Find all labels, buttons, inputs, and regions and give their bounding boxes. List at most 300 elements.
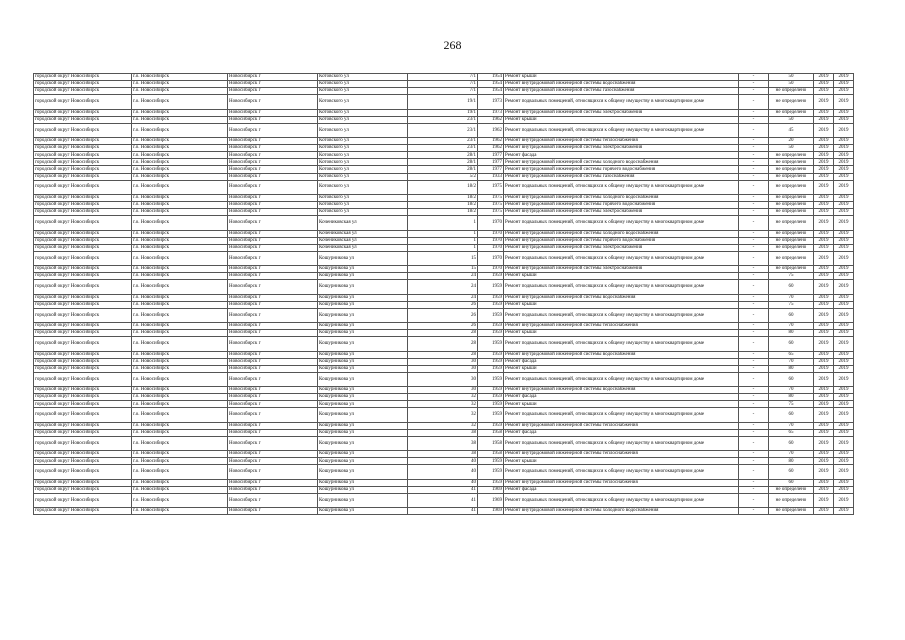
table-row — [34, 180, 854, 194]
cell-house: 40 — [408, 465, 478, 479]
cell-dash: - — [739, 479, 769, 486]
cell-amount: 60 — [769, 436, 814, 450]
cell-work-type: Ремонт внутридомовой инженерной системы горячего водоснабжения — [504, 202, 739, 209]
cell-street: Кошурникова ул — [318, 479, 408, 486]
cell-amount: не определено — [769, 493, 814, 507]
cell-city: Новосибирск г — [228, 351, 318, 358]
cell-year: 1959 — [478, 294, 504, 301]
cell-city: Новосибирск г — [228, 401, 318, 408]
cell-amount: 20 — [769, 138, 814, 145]
cell-street: Кошурникова ул — [318, 394, 408, 401]
cell-house: 38 — [408, 451, 478, 458]
cell-street: Кошурникова ул — [318, 372, 408, 386]
cell-house: 30 — [408, 372, 478, 386]
cell-year-from: 2019 — [814, 337, 834, 351]
cell-amount: 60 — [769, 408, 814, 422]
cell-year-from: 2019 — [814, 372, 834, 386]
cell-city: Новосибирск г — [228, 109, 318, 116]
cell-year: 1973 — [478, 95, 504, 109]
cell-municipality: городской округ Новосибирск — [34, 479, 132, 486]
cell-year-from: 2019 — [814, 365, 834, 372]
cell-city: Новосибирск г — [228, 180, 318, 194]
cell-year: 1970 — [478, 244, 504, 251]
cell-amount: 60 — [769, 465, 814, 479]
cell-district: г.о. Новосибирск — [132, 337, 228, 351]
cell-house: 23/1 — [408, 123, 478, 137]
cell-work-type: Ремонт внутридомовой инженерной системы водоснабжения — [504, 81, 739, 88]
cell-work-type: Ремонт внутридомовой инженерной системы электроснабжения — [504, 244, 739, 251]
cell-year: 1959 — [478, 358, 504, 365]
cell-street: Кошурникова ул — [318, 280, 408, 294]
cell-street: Котовского ул — [318, 159, 408, 166]
cell-work-type: Ремонт внутридомовой инженерной системы газоснабжения — [504, 173, 739, 180]
cell-year-from: 2019 — [814, 152, 834, 159]
cell-year-from: 2019 — [814, 451, 834, 458]
cell-year-from: 2019 — [814, 486, 834, 493]
cell-house: 24 — [408, 294, 478, 301]
cell-dash: - — [739, 237, 769, 244]
cell-year-from: 2019 — [814, 138, 834, 145]
cell-street: Кошурникова ул — [318, 365, 408, 372]
cell-year-from: 2019 — [814, 166, 834, 173]
cell-city: Новосибирск г — [228, 88, 318, 95]
cell-year: 1959 — [478, 465, 504, 479]
cell-work-type: Ремонт подвальных помещений, относящихся к общему имуществу в многоквартирном доме — [504, 372, 739, 386]
cell-year-to: 2019 — [834, 372, 854, 386]
cell-year-from: 2019 — [814, 387, 834, 394]
table-row — [34, 166, 854, 173]
cell-work-type: Ремонт фасада — [504, 394, 739, 401]
cell-district: г.о. Новосибирск — [132, 145, 228, 152]
cell-city: Новосибирск г — [228, 166, 318, 173]
cell-amount: не определено — [769, 159, 814, 166]
cell-house: 32 — [408, 394, 478, 401]
cell-district: г.о. Новосибирск — [132, 273, 228, 280]
cell-dash: - — [739, 323, 769, 330]
cell-year-from: 2019 — [814, 465, 834, 479]
cell-district: г.о. Новосибирск — [132, 308, 228, 322]
table-row — [34, 508, 854, 515]
cell-district: г.о. Новосибирск — [132, 465, 228, 479]
cell-work-type: Ремонт подвальных помещений, относящихся к общему имуществу в многоквартирном доме — [504, 180, 739, 194]
cell-dash: - — [739, 166, 769, 173]
cell-year: 1962 — [478, 116, 504, 123]
cell-amount: 60 — [769, 372, 814, 386]
cell-year-to: 2019 — [834, 394, 854, 401]
cell-work-type: Ремонт крыши — [504, 458, 739, 465]
cell-house: 28 — [408, 351, 478, 358]
cell-year-to: 2019 — [834, 280, 854, 294]
cell-year: 1959 — [478, 387, 504, 394]
cell-street: Кошурникова ул — [318, 458, 408, 465]
cell-house: 41 — [408, 508, 478, 515]
cell-year-from: 2019 — [814, 479, 834, 486]
cell-year-to: 2019 — [834, 408, 854, 422]
cell-dash: - — [739, 308, 769, 322]
cell-municipality: городской округ Новосибирск — [34, 145, 132, 152]
cell-municipality: городской округ Новосибирск — [34, 422, 132, 429]
table-row — [34, 145, 854, 152]
cell-house: 23/1 — [408, 138, 478, 145]
capital-repair-table — [33, 73, 854, 515]
cell-street: Кошурникова ул — [318, 451, 408, 458]
cell-work-type: Ремонт внутридомовой инженерной системы электроснабжения — [504, 209, 739, 216]
cell-district: г.о. Новосибирск — [132, 180, 228, 194]
cell-municipality: городской округ Новосибирск — [34, 508, 132, 515]
cell-street: Кошурникова ул — [318, 323, 408, 330]
cell-house: 15 — [408, 266, 478, 273]
cell-city: Новосибирск г — [228, 266, 318, 273]
cell-municipality: городской округ Новосибирск — [34, 74, 132, 81]
cell-municipality: городской округ Новосибирск — [34, 408, 132, 422]
cell-dash: - — [739, 422, 769, 429]
cell-street: Кошурникова ул — [318, 351, 408, 358]
cell-district: г.о. Новосибирск — [132, 394, 228, 401]
cell-dash: - — [739, 159, 769, 166]
cell-city: Новосибирск г — [228, 365, 318, 372]
cell-year-from: 2019 — [814, 493, 834, 507]
cell-work-type: Ремонт крыши — [504, 74, 739, 81]
cell-municipality: городской округ Новосибирск — [34, 323, 132, 330]
cell-municipality: городской округ Новосибирск — [34, 337, 132, 351]
cell-municipality: городской округ Новосибирск — [34, 159, 132, 166]
cell-year-from: 2019 — [814, 301, 834, 308]
cell-street: Кошурникова ул — [318, 436, 408, 450]
cell-work-type: Ремонт внутридомовой инженерной системы теплоснабжения — [504, 323, 739, 330]
cell-house: 30 — [408, 365, 478, 372]
cell-year: 1954 — [478, 81, 504, 88]
cell-amount: 50 — [769, 74, 814, 81]
cell-dash: - — [739, 266, 769, 273]
cell-city: Новосибирск г — [228, 387, 318, 394]
cell-amount: 45 — [769, 123, 814, 137]
cell-year-to: 2019 — [834, 493, 854, 507]
cell-district: г.о. Новосибирск — [132, 266, 228, 273]
cell-municipality: городской округ Новосибирск — [34, 365, 132, 372]
cell-street: Котовского ул — [318, 138, 408, 145]
cell-work-type: Ремонт внутридомовой инженерной системы водоснабжения — [504, 351, 739, 358]
cell-city: Новосибирск г — [228, 244, 318, 251]
cell-work-type: Ремонт крыши — [504, 116, 739, 123]
cell-city: Новосибирск г — [228, 429, 318, 436]
cell-city: Новосибирск г — [228, 138, 318, 145]
cell-city: Новосибирск г — [228, 173, 318, 180]
table-row — [34, 451, 854, 458]
cell-district: г.о. Новосибирск — [132, 365, 228, 372]
cell-year-from: 2019 — [814, 209, 834, 216]
cell-municipality: городской округ Новосибирск — [34, 451, 132, 458]
cell-district: г.о. Новосибирск — [132, 88, 228, 95]
cell-street: Кошурникова ул — [318, 401, 408, 408]
cell-amount: не определено — [769, 486, 814, 493]
cell-year: 1959 — [478, 365, 504, 372]
cell-house: 24 — [408, 280, 478, 294]
table-row — [34, 123, 854, 137]
cell-district: г.о. Новосибирск — [132, 358, 228, 365]
cell-city: Новосибирск г — [228, 280, 318, 294]
table-row — [34, 74, 854, 81]
cell-year-to: 2019 — [834, 138, 854, 145]
table-row — [34, 159, 854, 166]
cell-city: Новосибирск г — [228, 273, 318, 280]
cell-city: Новосибирск г — [228, 330, 318, 337]
cell-house: 30 — [408, 358, 478, 365]
cell-street: Кошурникова ул — [318, 465, 408, 479]
cell-year: 1959 — [478, 351, 504, 358]
cell-dash: - — [739, 365, 769, 372]
cell-year-to: 2019 — [834, 216, 854, 230]
cell-amount: не определено — [769, 237, 814, 244]
cell-municipality: городской округ Новосибирск — [34, 166, 132, 173]
table-row — [34, 422, 854, 429]
cell-city: Новосибирск г — [228, 486, 318, 493]
cell-city: Новосибирск г — [228, 159, 318, 166]
cell-year-to: 2019 — [834, 358, 854, 365]
cell-city: Новосибирск г — [228, 230, 318, 237]
cell-year-to: 2019 — [834, 266, 854, 273]
cell-year: 1958 — [478, 429, 504, 436]
cell-district: г.о. Новосибирск — [132, 95, 228, 109]
cell-work-type: Ремонт внутридомовой инженерной системы водоснабжения — [504, 387, 739, 394]
cell-year-to: 2019 — [834, 387, 854, 394]
cell-work-type: Ремонт подвальных помещений, относящихся к общему имуществу в многоквартирном доме — [504, 251, 739, 265]
cell-dash: - — [739, 301, 769, 308]
cell-year: 1954 — [478, 88, 504, 95]
table-row — [34, 109, 854, 116]
cell-city: Новосибирск г — [228, 358, 318, 365]
cell-year: 1970 — [478, 237, 504, 244]
cell-dash: - — [739, 244, 769, 251]
cell-year-from: 2019 — [814, 351, 834, 358]
cell-district: г.о. Новосибирск — [132, 138, 228, 145]
table-row — [34, 493, 854, 507]
cell-year-from: 2019 — [814, 95, 834, 109]
cell-year-to: 2019 — [834, 180, 854, 194]
cell-city: Новосибирск г — [228, 95, 318, 109]
cell-year: 1970 — [478, 251, 504, 265]
cell-amount: 70 — [769, 294, 814, 301]
cell-municipality: городской округ Новосибирск — [34, 493, 132, 507]
table-row — [34, 244, 854, 251]
cell-year-from: 2019 — [814, 408, 834, 422]
cell-district: г.о. Новосибирск — [132, 251, 228, 265]
cell-house: 26 — [408, 308, 478, 322]
cell-year-to: 2019 — [834, 323, 854, 330]
cell-year: 1959 — [478, 422, 504, 429]
table-row — [34, 365, 854, 372]
cell-municipality: городской округ Новосибирск — [34, 152, 132, 159]
cell-amount: не определено — [769, 508, 814, 515]
cell-year-from: 2019 — [814, 508, 834, 515]
cell-year-to: 2019 — [834, 88, 854, 95]
cell-year-from: 2019 — [814, 401, 834, 408]
cell-district: г.о. Новосибирск — [132, 493, 228, 507]
cell-year: 1975 — [478, 180, 504, 194]
cell-house: 7/1 — [408, 81, 478, 88]
cell-year: 1959 — [478, 280, 504, 294]
cell-district: г.о. Новосибирск — [132, 401, 228, 408]
cell-year-from: 2019 — [814, 429, 834, 436]
cell-year-to: 2019 — [834, 230, 854, 237]
cell-municipality: городской округ Новосибирск — [34, 173, 132, 180]
cell-municipality: городской округ Новосибирск — [34, 230, 132, 237]
cell-amount: не определено — [769, 202, 814, 209]
cell-city: Новосибирск г — [228, 493, 318, 507]
cell-dash: - — [739, 294, 769, 301]
cell-municipality: городской округ Новосибирск — [34, 401, 132, 408]
cell-year-to: 2019 — [834, 436, 854, 450]
cell-year: 1975 — [478, 202, 504, 209]
cell-city: Новосибирск г — [228, 123, 318, 137]
cell-year-to: 2019 — [834, 486, 854, 493]
cell-year: 1958 — [478, 436, 504, 450]
cell-street: Кошурникова ул — [318, 486, 408, 493]
cell-work-type: Ремонт внутридомовой инженерной системы водоснабжения — [504, 294, 739, 301]
cell-year: 1954 — [478, 74, 504, 81]
cell-amount: не определено — [769, 244, 814, 251]
cell-work-type: Ремонт внутридомовой инженерной системы электроснабжения — [504, 266, 739, 273]
cell-year: 1975 — [478, 209, 504, 216]
cell-year-from: 2019 — [814, 308, 834, 322]
cell-work-type: Ремонт подвальных помещений, относящихся к общему имуществу в многоквартирном доме — [504, 308, 739, 322]
cell-work-type: Ремонт подвальных помещений, относящихся к общему имуществу в многоквартирном доме — [504, 436, 739, 450]
table-row — [34, 486, 854, 493]
cell-house: 41 — [408, 486, 478, 493]
table-row — [34, 436, 854, 450]
cell-year: 1959 — [478, 479, 504, 486]
cell-dash: - — [739, 387, 769, 394]
cell-year-from: 2019 — [814, 330, 834, 337]
cell-year-from: 2019 — [814, 173, 834, 180]
cell-municipality: городской округ Новосибирск — [34, 81, 132, 88]
cell-city: Новосибирск г — [228, 209, 318, 216]
cell-year-from: 2019 — [814, 230, 834, 237]
cell-district: г.о. Новосибирск — [132, 330, 228, 337]
cell-year-from: 2019 — [814, 294, 834, 301]
cell-dash: - — [739, 351, 769, 358]
cell-work-type: Ремонт крыши — [504, 330, 739, 337]
cell-municipality: городской округ Новосибирск — [34, 109, 132, 116]
cell-amount: не определено — [769, 88, 814, 95]
cell-amount: не определено — [769, 95, 814, 109]
cell-amount: 65 — [769, 429, 814, 436]
cell-municipality: городской округ Новосибирск — [34, 180, 132, 194]
cell-street: Кошурникова ул — [318, 508, 408, 515]
cell-street: Котовского ул — [318, 116, 408, 123]
table-row — [34, 301, 854, 308]
cell-city: Новосибирск г — [228, 479, 318, 486]
cell-dash: - — [739, 408, 769, 422]
table-row — [34, 273, 854, 280]
cell-district: г.о. Новосибирск — [132, 74, 228, 81]
table-row — [34, 351, 854, 358]
cell-street: Котовского ул — [318, 152, 408, 159]
cell-house: 18/2 — [408, 180, 478, 194]
cell-amount: 80 — [769, 365, 814, 372]
cell-street: Котовского ул — [318, 88, 408, 95]
cell-city: Новосибирск г — [228, 145, 318, 152]
cell-amount: 65 — [769, 351, 814, 358]
cell-amount: 80 — [769, 458, 814, 465]
cell-dash: - — [739, 273, 769, 280]
cell-dash: - — [739, 429, 769, 436]
cell-city: Новосибирск г — [228, 436, 318, 450]
cell-dash: - — [739, 337, 769, 351]
cell-dash: - — [739, 394, 769, 401]
cell-year-to: 2019 — [834, 451, 854, 458]
cell-house: 1 — [408, 216, 478, 230]
cell-work-type: Ремонт внутридомовой инженерной системы горячего водоснабжения — [504, 237, 739, 244]
cell-district: г.о. Новосибирск — [132, 422, 228, 429]
table-row — [34, 81, 854, 88]
cell-street: Кошурникова ул — [318, 273, 408, 280]
table-row — [34, 479, 854, 486]
cell-year-from: 2019 — [814, 266, 834, 273]
cell-amount: 70 — [769, 451, 814, 458]
cell-year: 1962 — [478, 123, 504, 137]
cell-dash: - — [739, 180, 769, 194]
cell-city: Новосибирск г — [228, 451, 318, 458]
cell-dash: - — [739, 95, 769, 109]
cell-house: 28/1 — [408, 166, 478, 173]
cell-work-type: Ремонт фасада — [504, 358, 739, 365]
cell-dash: - — [739, 465, 769, 479]
cell-district: г.о. Новосибирск — [132, 109, 228, 116]
cell-house: 19/1 — [408, 109, 478, 116]
cell-street: Кочениковская ул — [318, 216, 408, 230]
cell-house: 23/1 — [408, 145, 478, 152]
cell-amount: 50 — [769, 145, 814, 152]
cell-dash: - — [739, 493, 769, 507]
cell-street: Кошурникова ул — [318, 493, 408, 507]
cell-work-type: Ремонт внутридомовой инженерной системы холодного водоснабжения — [504, 508, 739, 515]
cell-year-to: 2019 — [834, 429, 854, 436]
cell-year-to: 2019 — [834, 273, 854, 280]
cell-year-to: 2019 — [834, 109, 854, 116]
cell-amount: не определено — [769, 173, 814, 180]
cell-district: г.о. Новосибирск — [132, 508, 228, 515]
cell-city: Новосибирск г — [228, 508, 318, 515]
cell-district: г.о. Новосибирск — [132, 451, 228, 458]
cell-year: 1959 — [478, 337, 504, 351]
cell-year: 1962 — [478, 145, 504, 152]
cell-street: Кошурникова ул — [318, 337, 408, 351]
cell-amount: не определено — [769, 209, 814, 216]
cell-city: Новосибирск г — [228, 194, 318, 201]
cell-work-type: Ремонт внутридомовой инженерной системы электроснабжения — [504, 145, 739, 152]
cell-street: Котовского ул — [318, 209, 408, 216]
cell-year-from: 2019 — [814, 159, 834, 166]
table-row — [34, 88, 854, 95]
cell-work-type: Ремонт внутридомовой инженерной системы холодного водоснабжения — [504, 159, 739, 166]
cell-district: г.о. Новосибирск — [132, 123, 228, 137]
table-row — [34, 209, 854, 216]
cell-city: Новосибирск г — [228, 301, 318, 308]
cell-municipality: городской округ Новосибирск — [34, 266, 132, 273]
cell-district: г.о. Новосибирск — [132, 280, 228, 294]
cell-district: г.о. Новосибирск — [132, 159, 228, 166]
cell-year-from: 2019 — [814, 216, 834, 230]
cell-district: г.о. Новосибирск — [132, 486, 228, 493]
cell-house: 28/1 — [408, 159, 478, 166]
cell-house: 30 — [408, 387, 478, 394]
cell-year: 1959 — [478, 308, 504, 322]
cell-city: Новосибирск г — [228, 116, 318, 123]
cell-year-to: 2019 — [834, 401, 854, 408]
cell-year-to: 2019 — [834, 74, 854, 81]
cell-street: Кошурникова ул — [318, 387, 408, 394]
cell-street: Кочениковская ул — [318, 244, 408, 251]
